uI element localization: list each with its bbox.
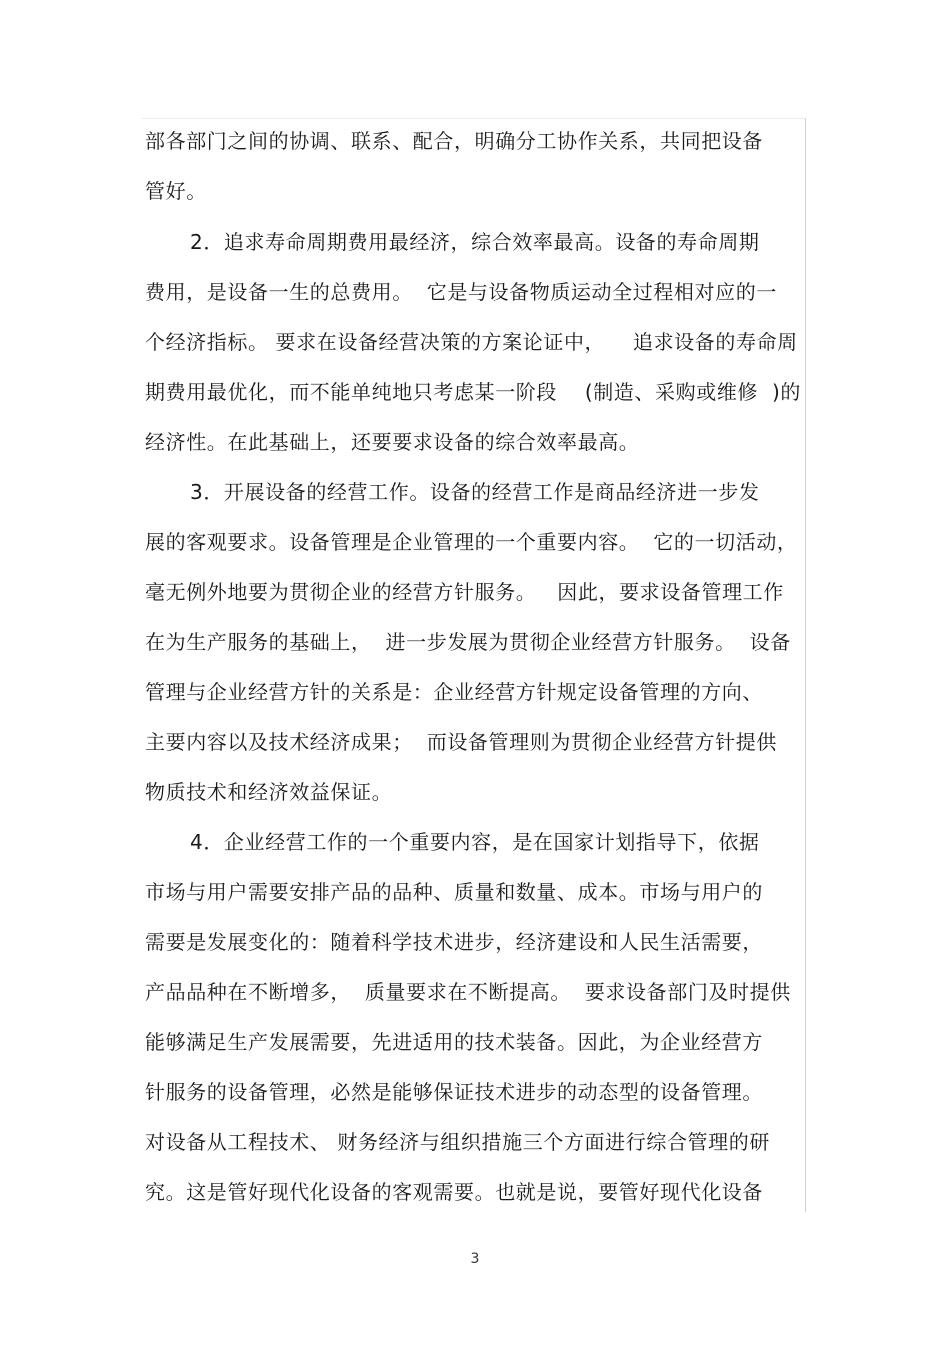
text-line: 针服务的设备管理，必然是能够保证技术进步的动态型的设备管理。 — [145, 1080, 763, 1104]
text-line: 经济性。在此基础上，还要要求设备的综合效率最高。 — [145, 430, 640, 454]
text-line: 需要是发展变化的：随着科学技术进步，经济建设和人民生活需要， — [145, 930, 763, 954]
text-line: 费用，是设备一生的总费用。 它是与设备物质运动全过程相对应的一 — [145, 280, 777, 304]
text-line: 对设备从工程技术、 财务经济与组织措施三个方面进行综合管理的研 — [145, 1130, 770, 1154]
text-line: 展的客观要求。设备管理是企业管理的一个重要内容。 它的一切活动， — [145, 530, 798, 554]
text-line: 主要内容以及技术经济成果； 而设备管理则为贯彻企业经营方针提供 — [145, 730, 777, 754]
text-line: 能够满足生产发展需要，先进适用的技术装备。因此，为企业经营方 — [145, 1030, 763, 1054]
text-line: 3．开展设备的经营工作。设备的经营工作是商品经济进一步发 — [190, 480, 760, 504]
text-line: 管理与企业经营方针的关系是：企业经营方针规定设备管理的方向、 — [145, 680, 763, 704]
text-line: 市场与用户需要安排产品的品种、质量和数量、成本。市场与用户的 — [145, 880, 763, 904]
text-line: 产品品种在不断增多， 质量要求在不断提高。 要求设备部门及时提供 — [145, 980, 791, 1004]
page-number: 3 — [470, 1251, 480, 1267]
text-line: 个经济指标。 要求在设备经营决策的方案论证中， 追求设备的寿命周 — [145, 330, 798, 354]
text-line: 2．追求寿命周期费用最经济，综合效率最高。设备的寿命周期 — [190, 230, 760, 254]
text-line: 期费用最优化，而不能单纯地只考虑某一阶段 (制造、采购或维修 )的 — [145, 380, 801, 404]
text-line: 毫无例外地要为贯彻企业的经营方针服务。 因此，要求设备管理工作 — [145, 580, 784, 604]
text-line: 管好。 — [145, 179, 207, 203]
text-line: 4．企业经营工作的一个重要内容，是在国家计划指导下，依据 — [190, 830, 760, 854]
text-line: 究。这是管好现代化设备的客观需要。也就是说，要管好现代化设备 — [145, 1180, 763, 1204]
text-line: 部各部门之间的协调、联系、配合，明确分工协作关系，共同把设备 — [145, 129, 763, 153]
text-line: 在为生产服务的基础上， 进一步发展为贯彻企业经营方针服务。 设备 — [145, 630, 791, 654]
text-line: 物质技术和经济效益保证。 — [145, 780, 393, 804]
